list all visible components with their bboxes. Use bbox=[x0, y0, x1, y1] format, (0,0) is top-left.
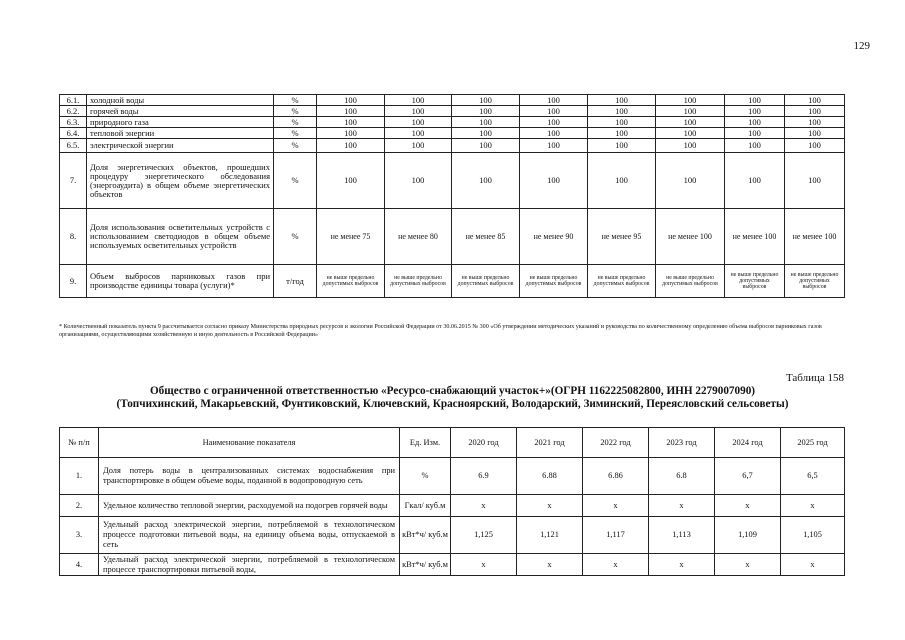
organization-title bbox=[40, 385, 865, 411]
table-row bbox=[60, 265, 845, 298]
row-number: 6.1. bbox=[60, 95, 87, 106]
indicator-name: Объем выбросов парниковых газов при производстве единицы товара (услуги)* bbox=[87, 265, 274, 298]
indicators-table-continued bbox=[59, 94, 845, 298]
value-cell: 100 bbox=[656, 128, 725, 139]
value-cell: 100 bbox=[785, 95, 845, 106]
value-cell: х bbox=[583, 554, 649, 576]
value-cell: 100 bbox=[452, 139, 520, 153]
table-row bbox=[60, 128, 845, 139]
indicator-name: Доля использования осветительных устройств с использованием светодиодов в общем объеме используемых осветительных устройств bbox=[87, 209, 274, 265]
unit-cell: % bbox=[274, 153, 317, 209]
unit-cell: % bbox=[274, 106, 317, 117]
indicator-name: Удельный расход электрической энергии, потребляемой в технологическом процессе транспортировки питьевой воды, bbox=[99, 554, 400, 576]
value-cell: 100 bbox=[452, 95, 520, 106]
value-cell: не выше предельно допустимых выбросов bbox=[785, 265, 845, 298]
value-cell: 1,105 bbox=[781, 517, 845, 554]
column-header: 2022 год bbox=[583, 428, 649, 458]
row-number: 6.2. bbox=[60, 106, 87, 117]
value-cell: не менее 100 bbox=[785, 209, 845, 265]
value-cell: 100 bbox=[588, 139, 656, 153]
value-cell: 100 bbox=[725, 106, 785, 117]
value-cell: 100 bbox=[656, 139, 725, 153]
value-cell: 100 bbox=[785, 153, 845, 209]
value-cell: х bbox=[715, 554, 781, 576]
value-cell: 1,125 bbox=[451, 517, 517, 554]
value-cell: 100 bbox=[588, 128, 656, 139]
value-cell: не менее 90 bbox=[520, 209, 588, 265]
indicator-name: горячей воды bbox=[87, 106, 274, 117]
value-cell: 100 bbox=[317, 117, 385, 128]
organization-title-line1: Общество с ограниченной ответственностью «Ресурсо-снабжающий участок+»(ОГРН 1162225082800, ИНН 2279007090) bbox=[149, 385, 756, 397]
value-cell: 100 bbox=[725, 153, 785, 209]
indicator-name: Удельный расход электрической энергии, потребляемой в технологическом процессе подготовки питьевой воды, на единицу объема воды, отпускаемой в сеть bbox=[99, 517, 400, 554]
table-158 bbox=[59, 427, 845, 576]
table-row bbox=[60, 95, 845, 106]
unit-cell: кВт*ч/ куб.м bbox=[400, 554, 451, 576]
column-header: 2025 год bbox=[781, 428, 845, 458]
unit-cell: % bbox=[274, 117, 317, 128]
value-cell: 100 bbox=[588, 153, 656, 209]
indicator-name: Доля энергетических объектов, прошедших процедуру энергетического обследования (энергоаудита) в общем объеме энергетических объектов bbox=[87, 153, 274, 209]
value-cell: 6,5 bbox=[781, 458, 845, 495]
table-header-row bbox=[60, 428, 845, 458]
indicator-name: природного газа bbox=[87, 117, 274, 128]
unit-cell: % bbox=[274, 128, 317, 139]
row-number: 7. bbox=[60, 153, 87, 209]
value-cell: х bbox=[517, 495, 583, 517]
value-cell: 100 bbox=[385, 153, 452, 209]
column-header: Ед. Изм. bbox=[400, 428, 451, 458]
value-cell: 1,113 bbox=[649, 517, 715, 554]
value-cell: х bbox=[649, 554, 715, 576]
value-cell: 100 bbox=[520, 117, 588, 128]
value-cell: 100 bbox=[588, 106, 656, 117]
table-row bbox=[60, 153, 845, 209]
value-cell: 100 bbox=[452, 153, 520, 209]
column-header: 2023 год bbox=[649, 428, 715, 458]
value-cell: 1,121 bbox=[517, 517, 583, 554]
value-cell: 100 bbox=[520, 106, 588, 117]
value-cell: не менее 85 bbox=[452, 209, 520, 265]
value-cell: не менее 75 bbox=[317, 209, 385, 265]
value-cell: не выше предельно допустимых выбросов bbox=[385, 265, 452, 298]
indicator-name: Удельное количество тепловой энергии, расходуемой на подогрев горячей воды bbox=[99, 495, 400, 517]
row-number: 1. bbox=[60, 458, 99, 495]
value-cell: х bbox=[451, 554, 517, 576]
value-cell: не выше предельно допустимых выбросов bbox=[656, 265, 725, 298]
row-number: 6.5. bbox=[60, 139, 87, 153]
value-cell: 100 bbox=[725, 139, 785, 153]
table-row bbox=[60, 139, 845, 153]
row-number: 8. bbox=[60, 209, 87, 265]
column-header: 2024 год bbox=[715, 428, 781, 458]
column-header: 2021 год bbox=[517, 428, 583, 458]
value-cell: не выше предельно допустимых выбросов bbox=[317, 265, 385, 298]
table-row bbox=[60, 209, 845, 265]
footnote: * Количественный показатель пункта 9 рассчитывается согласно приказу Министерства природных ресурсов и экологии Российской Федерации от 30.06.2015 № 300 «Об утверждении методических указаний и руководства по количественному определению объема выбросов парниковых газов организациями, осуществляющими хозяйственную и иную деятельность в Российской Федерации» bbox=[59, 324, 822, 338]
value-cell: 100 bbox=[385, 106, 452, 117]
value-cell: 100 bbox=[656, 117, 725, 128]
value-cell: 100 bbox=[785, 139, 845, 153]
page-number: 129 bbox=[853, 40, 870, 52]
unit-cell: т/год bbox=[274, 265, 317, 298]
column-header: 2020 год bbox=[451, 428, 517, 458]
value-cell: 100 bbox=[520, 95, 588, 106]
table-label: Таблица 158 bbox=[785, 372, 844, 384]
table-row bbox=[60, 517, 845, 554]
value-cell: 100 bbox=[520, 153, 588, 209]
unit-cell: % bbox=[274, 209, 317, 265]
value-cell: 100 bbox=[317, 95, 385, 106]
value-cell: 6,7 bbox=[715, 458, 781, 495]
value-cell: 100 bbox=[725, 95, 785, 106]
value-cell: х bbox=[583, 495, 649, 517]
row-number: 2. bbox=[60, 495, 99, 517]
column-header: Наименование показателя bbox=[99, 428, 400, 458]
value-cell: 100 bbox=[656, 153, 725, 209]
table-row bbox=[60, 458, 845, 495]
value-cell: 100 bbox=[317, 106, 385, 117]
value-cell: 1,109 bbox=[715, 517, 781, 554]
value-cell: 100 bbox=[385, 139, 452, 153]
column-header: № п/п bbox=[60, 428, 99, 458]
unit-cell: кВт*ч/ куб.м bbox=[400, 517, 451, 554]
indicator-name: холодной воды bbox=[87, 95, 274, 106]
value-cell: х bbox=[649, 495, 715, 517]
value-cell: не выше предельно допустимых выбросов bbox=[588, 265, 656, 298]
value-cell: 100 bbox=[725, 128, 785, 139]
value-cell: х bbox=[451, 495, 517, 517]
value-cell: 100 bbox=[588, 117, 656, 128]
value-cell: 100 bbox=[317, 139, 385, 153]
value-cell: не выше предельно допустимых выбросов bbox=[725, 265, 785, 298]
row-number: 3. bbox=[60, 517, 99, 554]
value-cell: 6.88 bbox=[517, 458, 583, 495]
unit-cell: % bbox=[274, 139, 317, 153]
value-cell: х bbox=[781, 495, 845, 517]
value-cell: 100 bbox=[520, 139, 588, 153]
value-cell: 6.86 bbox=[583, 458, 649, 495]
unit-cell: % bbox=[274, 95, 317, 106]
value-cell: 100 bbox=[385, 117, 452, 128]
row-number: 9. bbox=[60, 265, 87, 298]
value-cell: не выше предельно допустимых выбросов bbox=[452, 265, 520, 298]
indicator-name: Доля потерь воды в централизованных системах водоснабжения при транспортировке в общем объеме воды, поданной в водопроводную сеть bbox=[99, 458, 400, 495]
value-cell: х bbox=[781, 554, 845, 576]
value-cell: 100 bbox=[452, 128, 520, 139]
organization-title-line2: (Топчихинский, Макарьевский, Фунтиковский, Ключевский, Красноярский, Володарский, Зиминский, Переясловский сельсоветы) bbox=[116, 398, 789, 410]
value-cell: 100 bbox=[520, 128, 588, 139]
value-cell: не менее 80 bbox=[385, 209, 452, 265]
value-cell: 6.8 bbox=[649, 458, 715, 495]
value-cell: 100 bbox=[785, 128, 845, 139]
value-cell: 100 bbox=[785, 106, 845, 117]
value-cell: не выше предельно допустимых выбросов bbox=[520, 265, 588, 298]
table-row bbox=[60, 117, 845, 128]
value-cell: 100 bbox=[588, 95, 656, 106]
value-cell: не менее 100 bbox=[656, 209, 725, 265]
row-number: 4. bbox=[60, 554, 99, 576]
unit-cell: % bbox=[400, 458, 451, 495]
value-cell: х bbox=[715, 495, 781, 517]
value-cell: 100 bbox=[317, 128, 385, 139]
value-cell: х bbox=[517, 554, 583, 576]
value-cell: 100 bbox=[385, 128, 452, 139]
table-row bbox=[60, 106, 845, 117]
value-cell: 6.9 bbox=[451, 458, 517, 495]
value-cell: 100 bbox=[656, 106, 725, 117]
value-cell: 100 bbox=[656, 95, 725, 106]
row-number: 6.3. bbox=[60, 117, 87, 128]
value-cell: не менее 95 bbox=[588, 209, 656, 265]
indicator-name: тепловой энергии bbox=[87, 128, 274, 139]
value-cell: 100 bbox=[452, 117, 520, 128]
table-row bbox=[60, 495, 845, 517]
value-cell: 100 bbox=[452, 106, 520, 117]
value-cell: 100 bbox=[317, 153, 385, 209]
value-cell: 100 bbox=[725, 117, 785, 128]
value-cell: 100 bbox=[785, 117, 845, 128]
value-cell: не менее 100 bbox=[725, 209, 785, 265]
table-row bbox=[60, 554, 845, 576]
row-number: 6.4. bbox=[60, 128, 87, 139]
unit-cell: Гкал/ куб.м bbox=[400, 495, 451, 517]
value-cell: 1,117 bbox=[583, 517, 649, 554]
value-cell: 100 bbox=[385, 95, 452, 106]
indicator-name: электрической энергии bbox=[87, 139, 274, 153]
